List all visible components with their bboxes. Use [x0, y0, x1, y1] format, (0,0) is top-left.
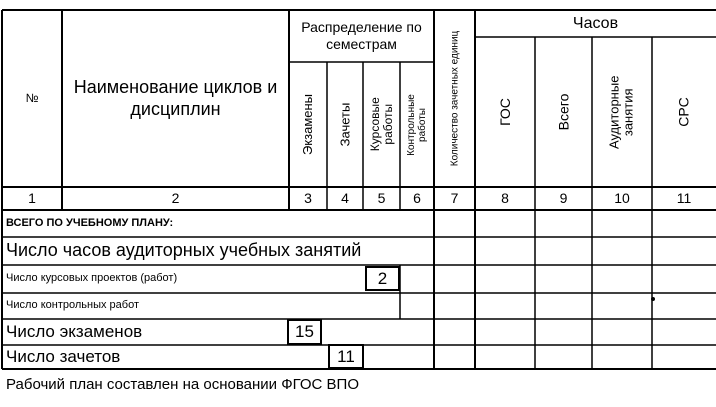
- row-label-total-plan: ВСЕГО ПО УЧЕБНОМУ ПЛАНУ:: [6, 216, 174, 229]
- column-number: 2: [171, 190, 180, 207]
- header-credit-units: Количество зачетных единиц: [449, 30, 461, 167]
- row-label-exams-count: Число экзаменов: [6, 321, 143, 341]
- column-number: 8: [501, 190, 509, 207]
- credits-value: 11: [328, 344, 364, 369]
- header-control-works: Контрольные работы: [406, 93, 428, 156]
- column-number: 5: [377, 190, 386, 207]
- column-number: 9: [559, 190, 568, 207]
- column-number: 10: [614, 190, 630, 207]
- header-number: №: [25, 91, 39, 106]
- course-projects-value: 2: [365, 266, 400, 291]
- header-hours: Часов: [572, 14, 619, 32]
- header-srs: СРС: [676, 97, 692, 127]
- header-auditory: Аудиторные занятия: [606, 75, 636, 149]
- header-exams: Экзамены: [300, 93, 316, 156]
- footer-note: Рабочий план составлен на основании ФГОС ВПО: [6, 376, 360, 393]
- header-coursework: Курсовые работы: [367, 97, 395, 152]
- exams-value: 15: [287, 319, 322, 345]
- column-number: 1: [28, 190, 36, 207]
- row-label-course-projects: Число курсовых проектов (работ): [6, 272, 178, 285]
- header-credits: Зачеты: [337, 102, 353, 147]
- header-semester-distribution: Распределение по семестрам: [301, 19, 422, 52]
- header-gos: ГОС: [496, 98, 513, 126]
- column-number: 11: [676, 190, 692, 207]
- column-number: 7: [450, 190, 459, 207]
- row-label-credits-count: Число зачетов: [6, 346, 121, 366]
- row-label-control-works: Число контрольных работ: [6, 299, 139, 312]
- column-number: 6: [413, 190, 421, 207]
- column-number: 3: [304, 190, 312, 207]
- header-total: Всего: [555, 93, 572, 131]
- scan-speck: [651, 297, 655, 301]
- column-number: 4: [341, 190, 349, 207]
- header-discipline-name: Наименование циклов и дисциплин: [73, 76, 278, 119]
- row-label-auditory-hours: Число часов аудиторных учебных занятий: [6, 240, 362, 261]
